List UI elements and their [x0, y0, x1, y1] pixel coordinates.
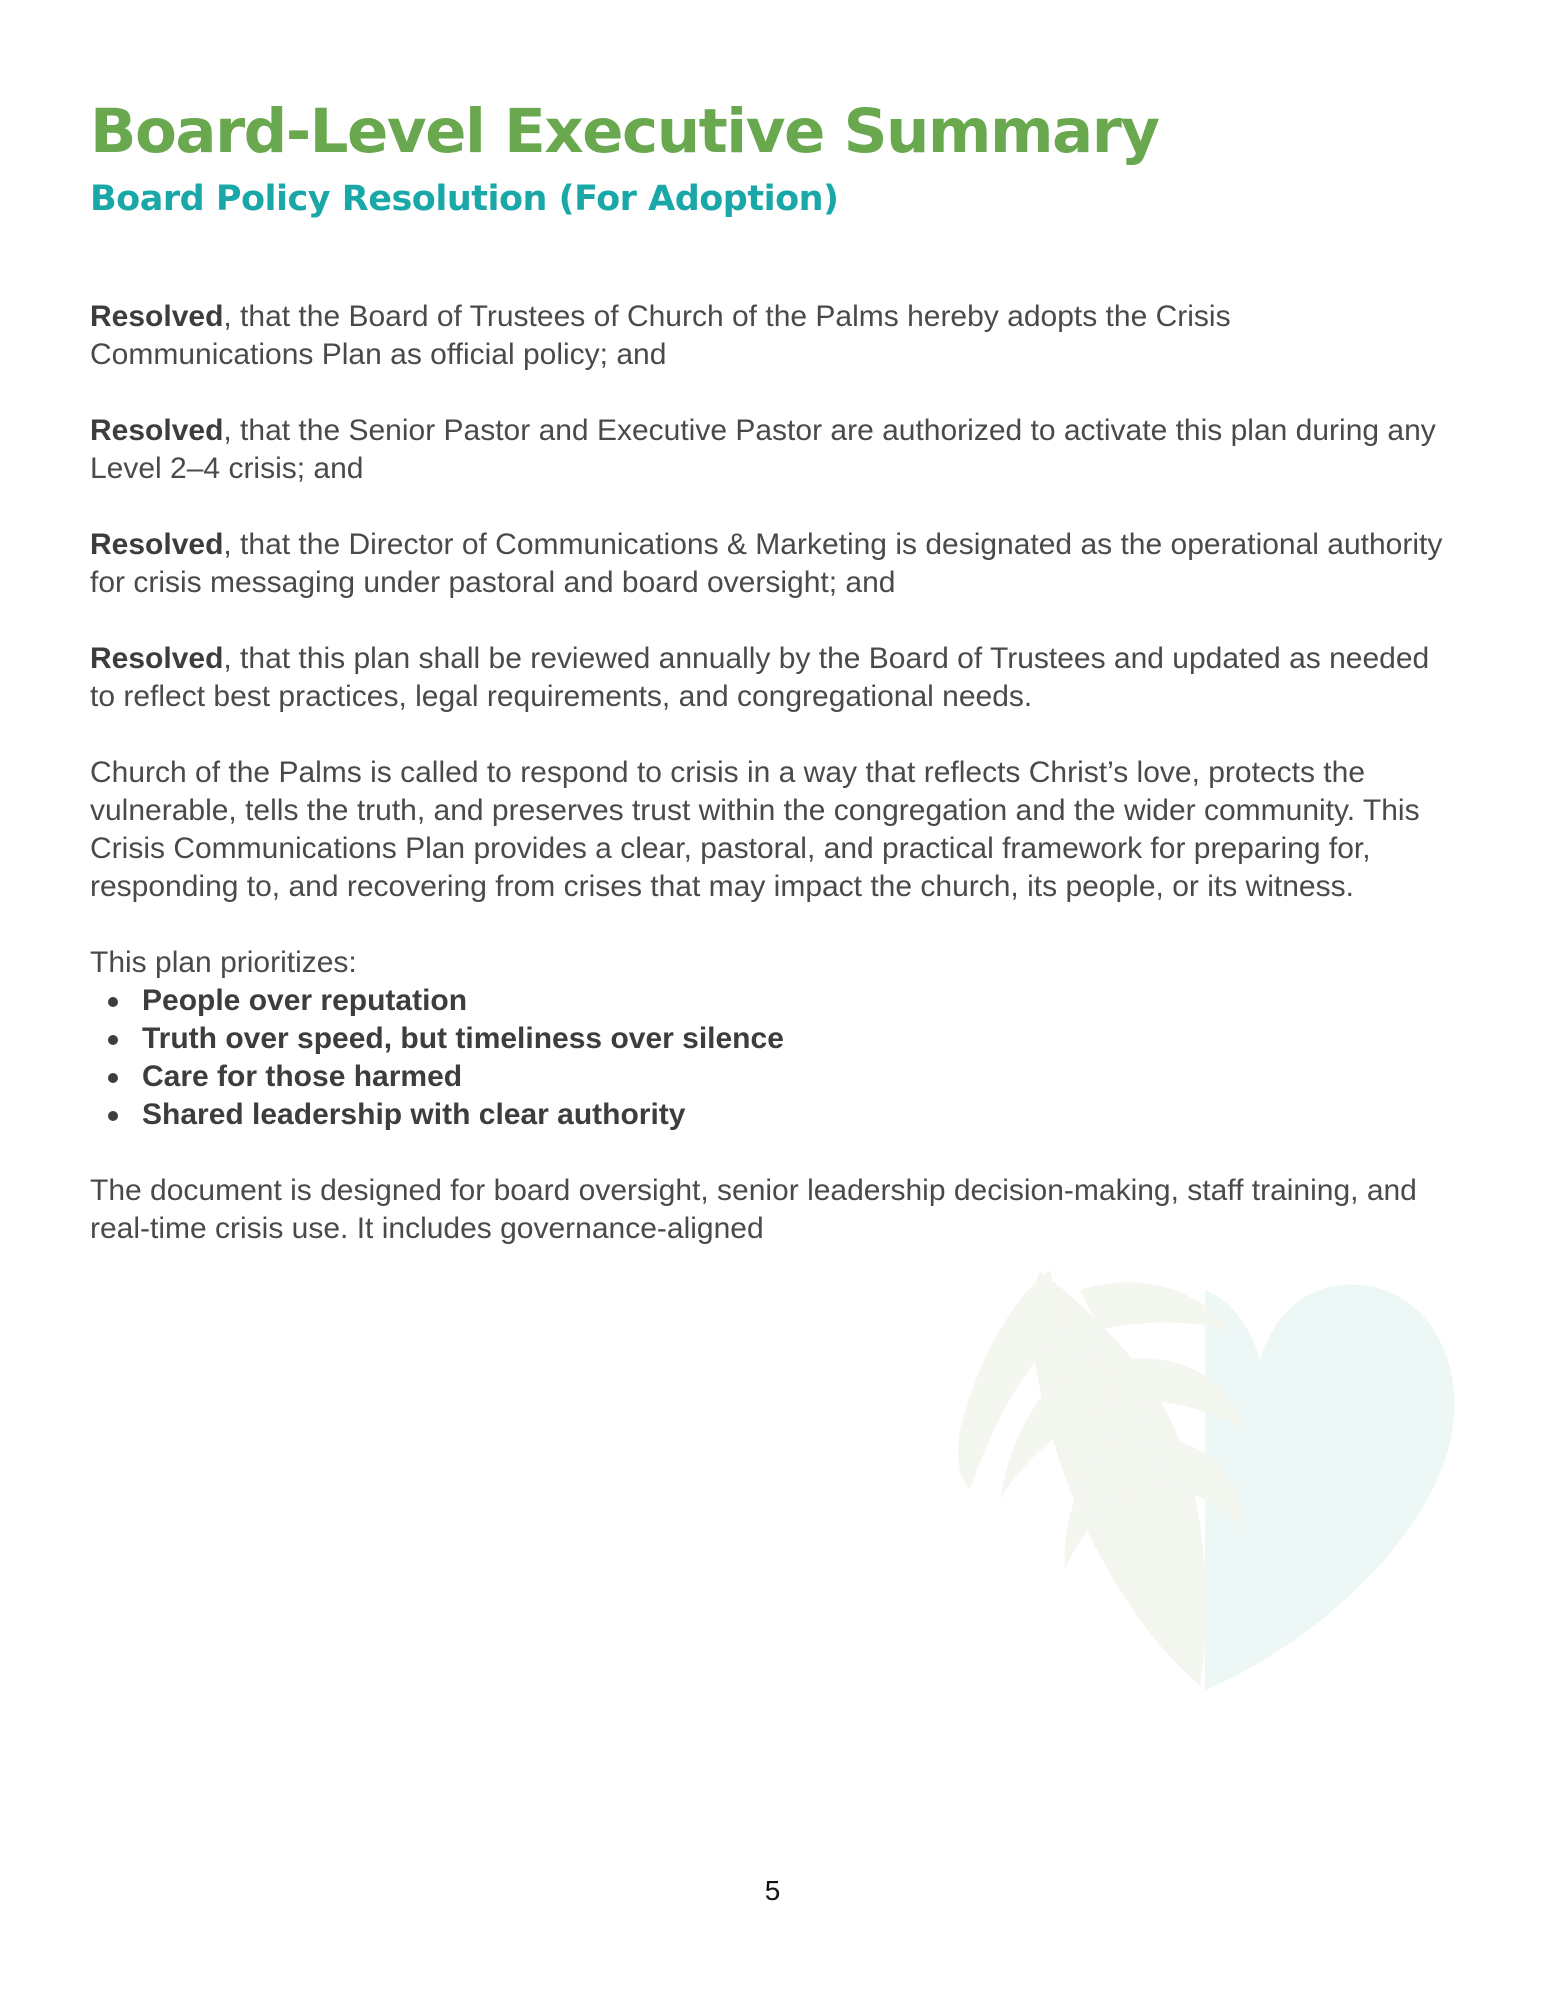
- page-title: Board-Level Executive Summary: [90, 96, 1159, 167]
- resolution-lead: Resolved: [90, 528, 224, 561]
- resolution-lead: Resolved: [90, 300, 224, 333]
- priority-item: Truth over speed, but timeliness over silence: [142, 1020, 1460, 1058]
- priorities-intro: This plan prioritizes:: [90, 946, 357, 979]
- resolution-lead: Resolved: [90, 414, 224, 447]
- overview-paragraph: Church of the Palms is called to respond to crisis in a way that reflects Christ’s love, protects the vulnerable, tells the truth, and preserves trust within the congregation and the wider community. This Crisis Communications Plan provides a clear, pastoral, and practical framework for preparing for, responding to, and recovering from crises that may impact the church, its people, or its witness.: [90, 756, 1420, 903]
- priority-item: Shared leadership with clear authority: [142, 1096, 1460, 1134]
- resolution-paragraph: [90, 298, 1460, 374]
- resolution-text: , that this plan shall be reviewed annually by the Board of Trustees and updated as needed to reflect best practices, legal requirements, and congregational needs.: [90, 642, 1430, 713]
- priority-item: People over reputation: [142, 982, 1460, 1020]
- priorities-list: [90, 982, 1460, 1134]
- priority-item: Care for those harmed: [142, 1058, 1460, 1096]
- resolution-text: , that the Board of Trustees of Church of the Palms hereby adopts the Crisis Communications Plan as official policy; and: [90, 300, 1231, 371]
- palm-leaf-heart-watermark-icon: [900, 1230, 1500, 1730]
- document-body: [90, 298, 1460, 1286]
- page-subtitle: Board Policy Resolution (For Adoption): [90, 179, 839, 219]
- resolution-paragraph: [90, 526, 1460, 602]
- resolution-paragraph: [90, 412, 1460, 488]
- resolution-paragraph: [90, 640, 1460, 716]
- resolution-lead: Resolved: [90, 642, 224, 675]
- resolution-text: , that the Director of Communications & Marketing is designated as the operational authority for crisis messaging under pastoral and board oversight; and: [90, 528, 1443, 599]
- closing-paragraph: The document is designed for board oversight, senior leadership decision-making, staff training, and real-time crisis use. It includes governance-aligned: [90, 1174, 1417, 1245]
- resolution-text: , that the Senior Pastor and Executive Pastor are authorized to activate this plan during any Level 2–4 crisis; and: [90, 414, 1436, 485]
- page-number: 5: [764, 1875, 781, 1906]
